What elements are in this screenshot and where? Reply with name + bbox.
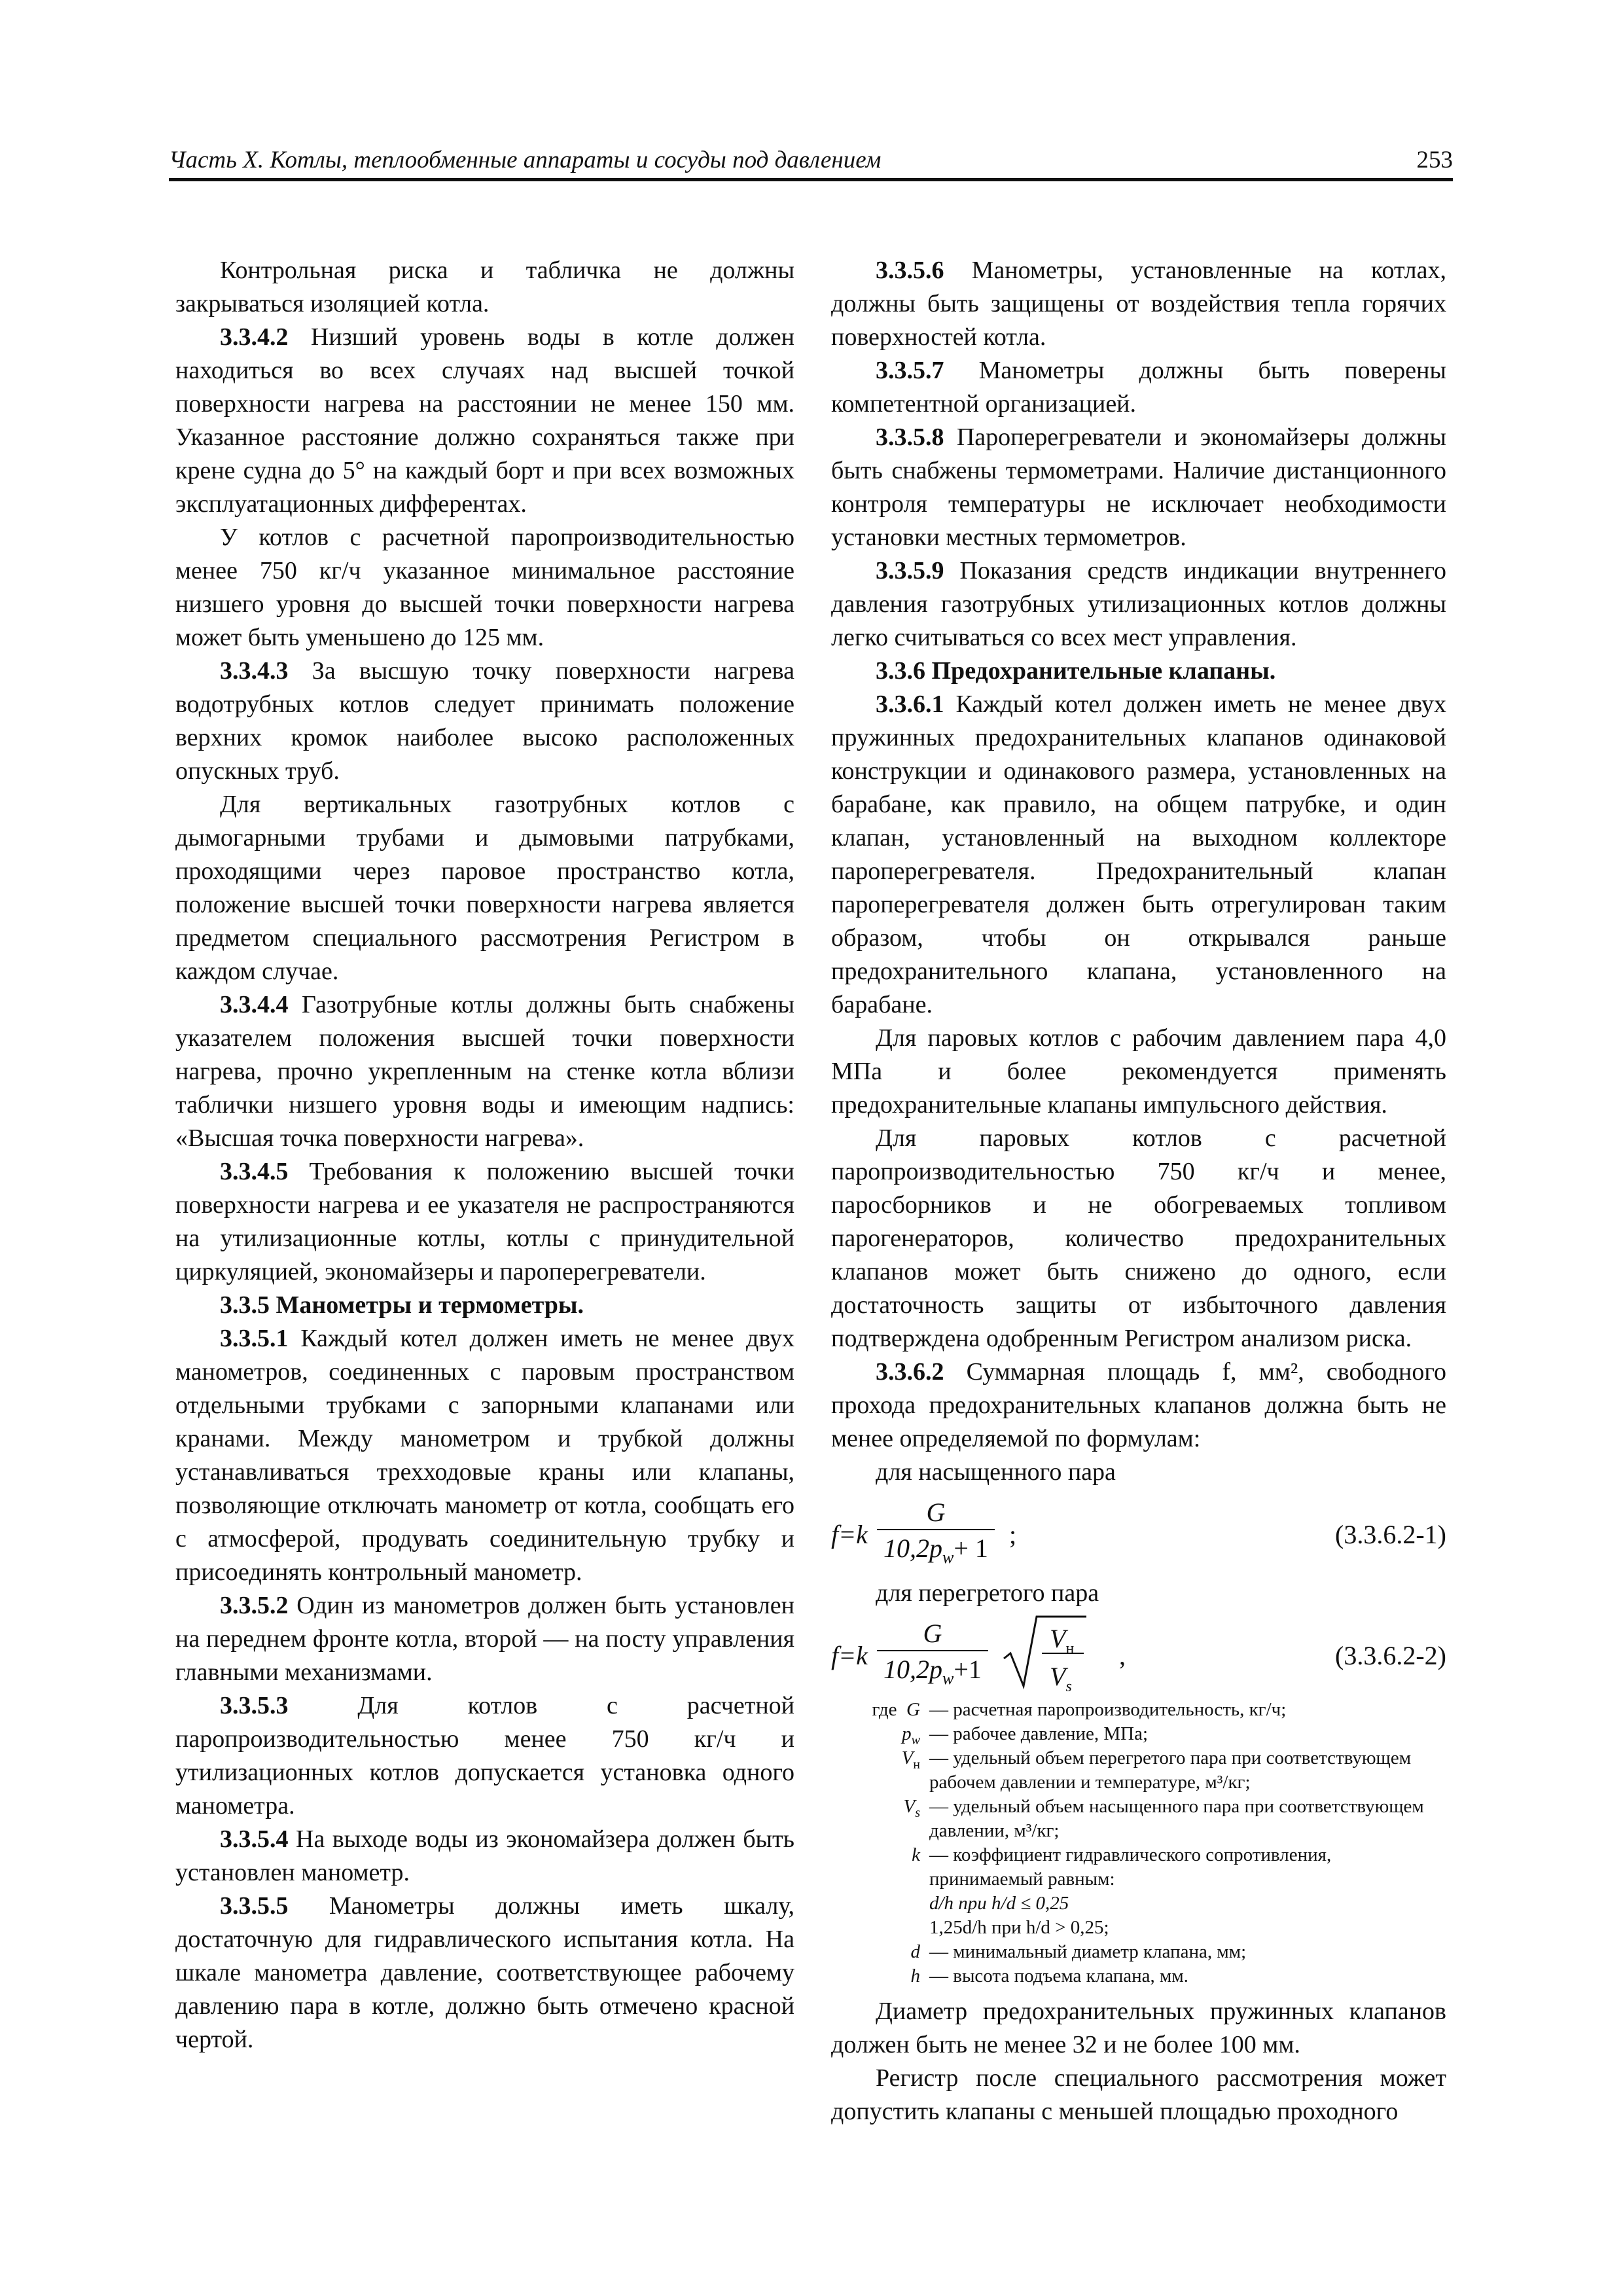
paragraph <box>831 1122 1446 1355</box>
formula-saturated-steam <box>831 1496 1446 1573</box>
legend-row-k: k — коэффициент гидравлического сопротивления, принимаемый равным: <box>831 1843 1446 1892</box>
paragraph-text: На выходе воды из экономайзера должен быть установлен манометр. <box>175 1825 794 1886</box>
clause-number: 3.3.6.1 <box>876 691 944 718</box>
paragraph <box>831 354 1446 421</box>
paragraph-text: Регистр после специального рассмотрения может допустить клапаны с меньшей площадью проходного <box>831 2064 1446 2125</box>
formula-2-label: для перегретого пара <box>876 1579 1099 1607</box>
legend-row-vh: $V_н$ — удельный объем перегретого пара при соответствующем рабочем давлении и температуре, м³/кг; <box>831 1746 1446 1795</box>
paragraph-text: Для паровых котлов с рабочим давлением пара 4,0 МПа и более рекомендуется применять предохранительные клапаны импульсного действия. <box>831 1024 1446 1119</box>
paragraph-text: Один из манометров должен быть установлен на переднем фронте котла, второй — на посту управления главными механизмами. <box>175 1592 794 1686</box>
running-header-title: Часть X. Котлы, теплообменные аппараты и сосуды под давлением <box>169 147 882 173</box>
legend-row-pw: $p_w$ — рабочее давление, МПа; <box>831 1722 1446 1746</box>
paragraph <box>175 521 794 655</box>
formula-2-root-numerator: $V_н$ <box>1050 1624 1075 1657</box>
paragraph <box>831 688 1446 1022</box>
formula-2-numerator: G <box>923 1619 942 1648</box>
right-column <box>831 254 1446 2128</box>
formula-1-numerator: G <box>926 1498 946 1527</box>
paragraph <box>831 554 1446 655</box>
paragraph <box>831 1995 1446 2062</box>
legend-k-case-1: d/h при h/d ≤ 0,25 <box>929 1893 1069 1914</box>
paragraph <box>175 655 794 788</box>
paragraph-text: Требования к положению высшей точки поверхности нагрева и ее указателя не распространяются на утилизационные котлы, котлы с принудительной циркуляцией, экономайзеры и пароперегреватели. <box>175 1158 794 1285</box>
clause-number: 3.3.5.3 <box>220 1692 289 1719</box>
legend-row-G: где G — расчетная паропроизводительность, кг/ч; <box>831 1698 1446 1722</box>
paragraph-text: Пароперегреватели и экономайзеры должны быть снабжены термометрами. Наличие дистанционного контроля температуры не исключает необходимости установки местных термометров. <box>831 423 1446 551</box>
paragraph-text: Показания средств индикации внутреннего давления газотрубных утилизационных котлов должны легко считываться со всех мест управления. <box>831 557 1446 651</box>
legend-symbol: d <box>910 1941 920 1962</box>
clause-number: 3.3.5.7 <box>876 357 944 384</box>
legend-row-d: d — минимальный диаметр клапана, мм; <box>831 1940 1446 1964</box>
legend-k-case-2: 1,25d/h при h/d > 0,25; <box>929 1917 1109 1938</box>
legend-symbol: где G <box>872 1699 920 1720</box>
paragraph-text: За высшую точку поверхности нагрева водотрубных котлов следует принимать положение верхних кромок наиболее высоко расположенных опускных труб. <box>175 657 794 785</box>
left-column <box>175 254 794 2056</box>
legend-symbol: $p_w$ <box>902 1723 920 1748</box>
clause-number: 3.3.4.3 <box>220 657 289 685</box>
formula-1-label: для насыщенного пара <box>876 1458 1116 1486</box>
clause-number: 3.3.4.2 <box>220 323 289 351</box>
paragraph-text: Для котлов с расчетной паропроизводительностью менее 750 кг/ч и утилизационных котлов допускается установка одного манометра. <box>175 1692 794 1820</box>
formula-1-lhs: f=k <box>831 1520 868 1549</box>
clause-number: 3.3.5.2 <box>220 1592 289 1619</box>
paragraph-text: Газотрубные котлы должны быть снабжены указателем положения высшей точки поверхности нагрева, прочно укрепленным на стенке котла вблизи таблички низшего уровня воды и имеющим надпись: «Высшая точка поверхности нагрева». <box>175 991 794 1152</box>
paragraph-text: Контрольная риска и табличка не должны закрываться изоляцией котла. <box>175 257 794 317</box>
paragraph <box>831 1022 1446 1122</box>
clause-number: 3.3.6 Предохранительные клапаны. <box>876 657 1276 685</box>
paragraph <box>831 2062 1446 2128</box>
clause-number: 3.3.5.9 <box>876 557 944 584</box>
legend-row-vs: $V_s$ — удельный объем насыщенного пара при соответствующем давлении, м³/кг; <box>831 1795 1446 1843</box>
symbols-legend <box>831 1698 1446 1988</box>
paragraph-text: У котлов с расчетной паропроизводительностью менее 750 кг/ч указанное минимальное расстояние низшего уровня до высшей точки поверхности нагрева может быть уменьшено до 125 мм. <box>175 524 794 651</box>
formula-1-semicolon: ; <box>1009 1520 1017 1549</box>
paragraph-text: Манометры, установленные на котлах, должны быть защищены от воздействия тепла горячих поверхностей котла. <box>831 257 1446 351</box>
legend-symbol: $V_s$ <box>903 1796 920 1820</box>
formula-superheated-steam <box>831 1617 1446 1694</box>
paragraph <box>175 1155 794 1289</box>
clause-number: 3.3.5.5 <box>220 1892 289 1920</box>
paragraph <box>831 254 1446 354</box>
paragraph <box>175 254 794 321</box>
legend-symbol: h <box>910 1965 920 1986</box>
formula-2-denominator: $10,2p_w+1$ <box>877 1650 988 1695</box>
paragraph-text: Каждый котел должен иметь не менее двух пружинных предохранительных клапанов одинаковой конструкции и одинакового размера, установленных на барабане, как правило, на общем патрубке, и один клапан, установленный на выходном коллекторе пароперегревателя. Предохранительный клапан пароперегревателя должен быть отрегулирован таким образом, чтобы он открывался раньше предохранительного клапана, установленного на барабане. <box>831 691 1446 1018</box>
clause-number: 3.3.5.4 <box>220 1825 289 1853</box>
running-header <box>169 143 1453 181</box>
square-root-sign-icon <box>1003 1613 1088 1691</box>
formula-2-fraction <box>877 1617 988 1695</box>
section-heading <box>831 655 1446 688</box>
formula-1-fraction <box>877 1496 995 1574</box>
paragraph-text: Суммарная площадь f, мм², свободного прохода предохранительных клапанов должна быть не менее определяемой по формулам: <box>831 1358 1446 1452</box>
paragraph <box>175 1322 794 1589</box>
section-heading <box>175 1289 794 1322</box>
paragraph <box>175 1890 794 2056</box>
page-number: 253 <box>1416 147 1453 173</box>
formula-2-lhs: f=k <box>831 1641 868 1670</box>
paragraph <box>175 321 794 521</box>
paragraph <box>831 421 1446 554</box>
clause-number: 3.3.4.4 <box>220 991 289 1018</box>
clause-number: 3.3.6.2 <box>876 1358 944 1386</box>
paragraph-text: Манометры должны иметь шкалу, достаточную для гидравлического испытания котла. На шкале манометра давление, соответствующее рабочему давлению пара в котле, должно быть отмечено красной чертой. <box>175 1892 794 2053</box>
paragraph <box>175 788 794 988</box>
paragraph-text: Манометры должны быть поверены компетентной организацией. <box>831 357 1446 418</box>
paragraph <box>175 1689 794 1823</box>
paragraph <box>175 1823 794 1890</box>
paragraph-text: Для вертикальных газотрубных котлов с дымогарными трубами и дымовыми патрубками, проходящими через паровое пространство котла, положение высшей точки поверхности нагрева является предметом специального рассмотрения Регистром в каждом случае. <box>175 791 794 985</box>
formula-1-number: (3.3.6.2-1) <box>1335 1520 1446 1549</box>
legend-symbol: $V_н$ <box>901 1748 920 1772</box>
right-column-paragraphs-bottom <box>831 1995 1446 2128</box>
clause-number: 3.3.4.5 <box>220 1158 289 1185</box>
paragraph-text: Диаметр предохранительных пружинных клапанов должен быть не менее 32 и не более 100 мм. <box>831 1998 1446 2058</box>
formula-2-number: (3.3.6.2-2) <box>1335 1641 1446 1670</box>
formula-2-root-denominator: $V_s$ <box>1050 1662 1072 1695</box>
paragraph-text: Для паровых котлов с расчетной паропроизводительностью 750 кг/ч и менее, паросборников и не обогреваемых топливом парогенераторов, количество предохранительных клапанов может быть снижено до одного, если достаточность защиты от избыточного давления подтверждена одобренным Регистром анализом риска. <box>831 1124 1446 1352</box>
clause-number: 3.3.5.6 <box>876 257 944 284</box>
clause-number: 3.3.5.8 <box>876 423 944 451</box>
legend-row-h: h — высота подъема клапана, мм. <box>831 1964 1446 1988</box>
legend-symbol: k <box>912 1844 920 1865</box>
right-column-paragraphs-top <box>831 254 1446 1456</box>
paragraph <box>175 988 794 1155</box>
clause-number: 3.3.5.1 <box>220 1325 289 1352</box>
clause-number: 3.3.5 Манометры и термометры. <box>220 1291 584 1319</box>
paragraph-text: Низший уровень воды в котле должен находиться во всех случаях над высшей точкой поверхности нагрева на расстоянии не менее 150 мм. Указанное расстояние должно сохраняться также при крене судна до 5° на каждый борт и при всех возможных эксплуатационных дифферентах. <box>175 323 794 518</box>
paragraph <box>831 1355 1446 1456</box>
paragraph-text: Каждый котел должен иметь не менее двух манометров, соединенных с паровым пространством отдельными трубками с запорными клапанами или кранами. Между манометром и трубкой должны устанавливаться трехходовые краны или клапаны, позволяющие отключать манометр от котла, сообщать его с атмосферой, продувать соединительную трубку и присоединять контрольный манометр. <box>175 1325 794 1586</box>
paragraph <box>175 1589 794 1689</box>
formula-1-denominator: $10,2p_w+ 1$ <box>877 1529 995 1574</box>
formula-2-comma: , <box>1119 1641 1126 1670</box>
